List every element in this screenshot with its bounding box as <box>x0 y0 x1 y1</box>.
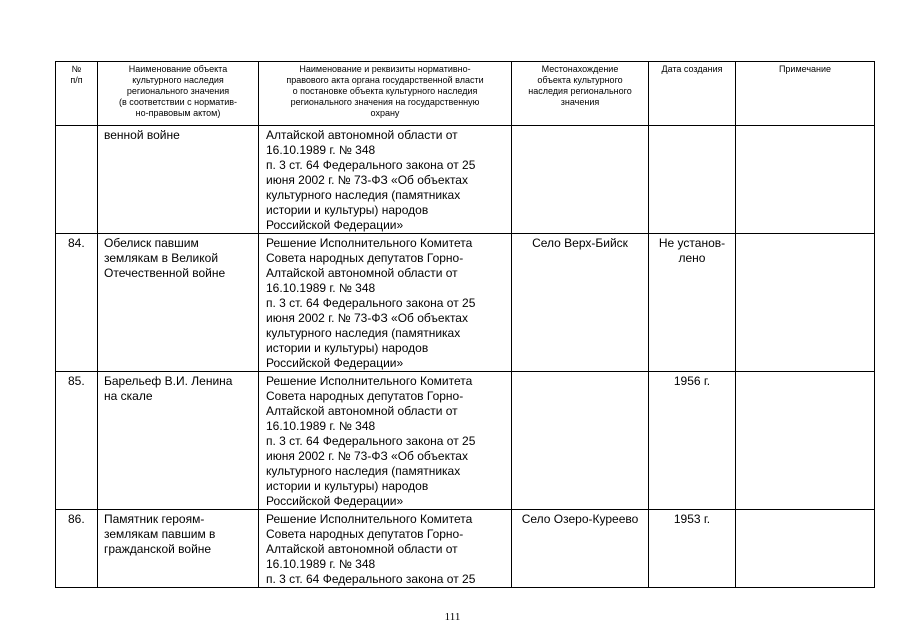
header-legal-act <box>259 62 512 126</box>
text-line: Алтайской автономной области от <box>266 266 458 280</box>
text-line: Алтайской автономной области от <box>266 128 458 142</box>
creation-date <box>649 510 736 588</box>
text-line: Решение Исполнительного Комитета <box>266 374 473 388</box>
text-line: Российской Федерации» <box>266 218 404 232</box>
text-line: п. 3 ст. 64 Федерального закона от 25 <box>266 434 476 448</box>
note <box>736 234 875 372</box>
text-line: Алтайской автономной области от <box>266 404 458 418</box>
creation-date <box>649 126 736 234</box>
text-line: 1956 г. <box>673 374 711 388</box>
note <box>736 510 875 588</box>
text-line: 16.10.1989 г. № 348 <box>266 419 376 433</box>
text-line: п. 3 ст. 64 Федерального закона от 25 <box>266 158 476 172</box>
text-line: Совета народных депутатов Горно- <box>266 527 464 541</box>
table-row <box>56 234 875 372</box>
text-line: на скале <box>104 389 153 403</box>
text-line: Совета народных депутатов Горно- <box>266 389 464 403</box>
text-line: регионального значения на государственную <box>290 97 480 107</box>
text-line: Обелиск павшим <box>104 236 199 250</box>
text-line: гражданской войне <box>104 542 212 556</box>
row-number <box>56 126 98 234</box>
table-row <box>56 510 875 588</box>
text-line: июня 2002 г. № 73-ФЗ «Об объектах <box>266 449 468 463</box>
text-line: 16.10.1989 г. № 348 <box>266 557 376 571</box>
page-number: 111 <box>444 611 461 623</box>
text-line: культурного наследия (памятниках <box>266 326 461 340</box>
text-line: истории и культуры) народов <box>266 341 429 355</box>
legal-act <box>259 126 512 234</box>
text-line: июня 2002 г. № 73-ФЗ «Об объектах <box>266 311 468 325</box>
text-line: п/п <box>70 75 83 85</box>
text-line: п. 3 ст. 64 Федерального закона от 25 <box>266 296 476 310</box>
text-line: Наименование объекта <box>128 64 228 74</box>
text-line: Решение Исполнительного Комитета <box>266 236 473 250</box>
header-note <box>736 62 875 126</box>
header-creation-date <box>649 62 736 126</box>
text-line: охрану <box>370 108 400 118</box>
text-line: 16.10.1989 г. № 348 <box>266 281 376 295</box>
object-location <box>512 126 649 234</box>
text-line: истории и культуры) народов <box>266 479 429 493</box>
text-line: Решение Исполнительного Комитета <box>266 512 473 526</box>
row-number: 85. <box>56 372 98 510</box>
note <box>736 126 875 234</box>
object-name <box>98 372 259 510</box>
legal-act <box>259 234 512 372</box>
text-line: о постановке объекта культурного наследия <box>292 86 478 96</box>
text-line: Наименование и реквизиты нормативно- <box>299 64 471 74</box>
text-line: Местонахождение <box>541 64 619 74</box>
table-row <box>56 126 875 234</box>
table-header-row <box>56 62 875 126</box>
text-line: венной войне <box>104 128 180 142</box>
text-line: 16.10.1989 г. № 348 <box>266 143 376 157</box>
text-line: Село Верх-Бийск <box>532 236 628 250</box>
text-line: Алтайской автономной области от <box>266 542 458 556</box>
text-line: наследия регионального <box>528 86 632 96</box>
text-line: лено <box>678 251 706 265</box>
text-line: значения <box>560 97 600 107</box>
text-line: но-правовым актом) <box>135 108 221 118</box>
creation-date <box>649 234 736 372</box>
object-name <box>98 510 259 588</box>
creation-date <box>649 372 736 510</box>
text-line: землякам в Великой <box>104 251 219 265</box>
table-row <box>56 372 875 510</box>
text-line: Совета народных депутатов Горно- <box>266 251 464 265</box>
legal-act <box>259 372 512 510</box>
note <box>736 372 875 510</box>
text-line: объекта культурного <box>537 75 623 85</box>
text-line: 1953 г. <box>673 512 711 526</box>
legal-act <box>259 510 512 588</box>
object-location <box>512 510 649 588</box>
text-line: Памятник героям- <box>104 512 205 526</box>
text-line: № <box>71 64 82 74</box>
row-number: 86. <box>56 510 98 588</box>
text-line: Российской Федерации» <box>266 356 404 370</box>
heritage-objects-table <box>55 61 875 588</box>
header-location <box>512 62 649 126</box>
text-line: правового акта органа государственной власти <box>286 75 484 85</box>
text-line: (в соответствии с норматив- <box>118 97 238 107</box>
text-line: культурного наследия <box>132 75 224 85</box>
object-location <box>512 372 649 510</box>
object-name <box>98 234 259 372</box>
text-line: Не установ- <box>658 236 726 250</box>
text-line: землякам павшим в <box>104 527 216 541</box>
header-object-name <box>98 62 259 126</box>
text-line: Барельеф В.И. Ленина <box>104 374 233 388</box>
text-line: Примечание <box>778 64 832 74</box>
header-num <box>56 62 98 126</box>
object-location <box>512 234 649 372</box>
row-number: 84. <box>56 234 98 372</box>
text-line: июня 2002 г. № 73-ФЗ «Об объектах <box>266 173 468 187</box>
text-line: регионального значения <box>126 86 230 96</box>
text-line: п. 3 ст. 64 Федерального закона от 25 <box>266 572 476 586</box>
text-line: истории и культуры) народов <box>266 203 429 217</box>
text-line: культурного наследия (памятниках <box>266 188 461 202</box>
text-line: Село Озеро-Куреево <box>521 512 639 526</box>
text-line: Отечественной войне <box>104 266 226 280</box>
text-line: Дата создания <box>661 64 723 74</box>
text-line: Российской Федерации» <box>266 494 404 508</box>
text-line: культурного наследия (памятниках <box>266 464 461 478</box>
object-name <box>98 126 259 234</box>
